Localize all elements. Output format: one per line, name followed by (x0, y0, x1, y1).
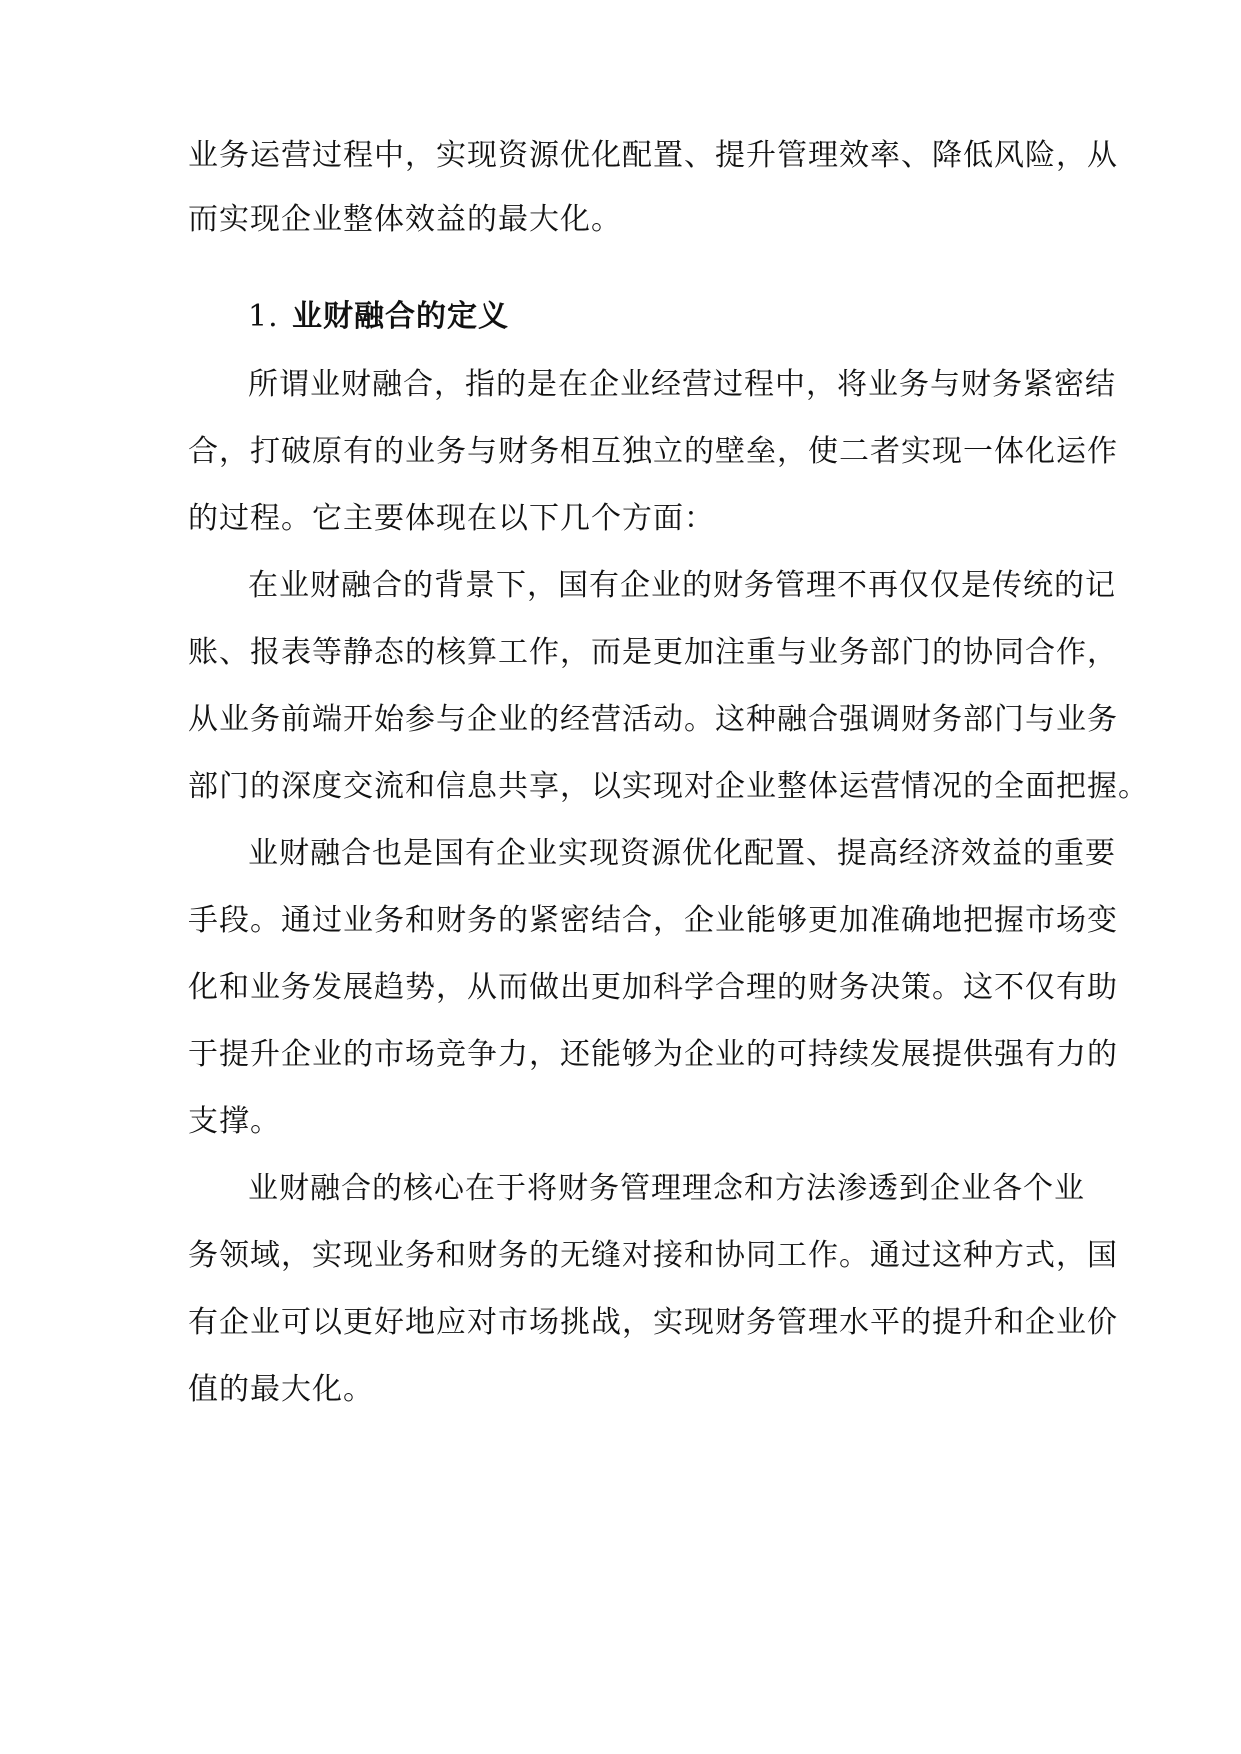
paragraph-3-line-1: 业财融合也是国有企业实现资源优化配置、提高经济效益的重要 (248, 836, 1116, 871)
paragraph-4-line-3: 有企业可以更好地应对市场挑战，实现财务管理水平的提升和企业价 (188, 1305, 1118, 1340)
section-title: 业财融合的定义 (292, 299, 509, 334)
paragraph-1-line-1: 所谓业财融合，指的是在企业经营过程中，将业务与财务紧密结 (248, 367, 1116, 402)
paragraph-2-line-3: 从业务前端开始参与企业的经营活动。这种融合强调财务部门与业务 (188, 702, 1118, 737)
paragraph-3-line-3: 化和业务发展趋势，从而做出更加科学合理的财务决策。这不仅有助 (188, 970, 1118, 1005)
paragraph-3-line-4: 于提升企业的市场竞争力，还能够为企业的可持续发展提供强有力的 (188, 1037, 1118, 1072)
intro-line-2: 而实现企业整体效益的最大化。 (188, 202, 622, 237)
paragraph-4-line-4: 值的最大化。 (188, 1372, 374, 1407)
paragraph-3-line-5: 支撑。 (188, 1104, 281, 1139)
paragraph-3-line-2: 手段。通过业务和财务的紧密结合，企业能够更加准确地把握市场变 (188, 903, 1118, 938)
section-number: 1. (248, 299, 279, 334)
intro-line-1: 业务运营过程中，实现资源优化配置、提升管理效率、降低风险，从 (188, 138, 1118, 173)
paragraph-4-line-1: 业财融合的核心在于将财务管理理念和方法渗透到企业各个业 (248, 1171, 1085, 1206)
paragraph-1-line-2: 合，打破原有的业务与财务相互独立的壁垒，使二者实现一体化运作 (188, 434, 1118, 469)
paragraph-1-line-3: 的过程。它主要体现在以下几个方面： (188, 501, 715, 536)
section-heading (248, 297, 1118, 337)
paragraph-2-line-1: 在业财融合的背景下，国有企业的财务管理不再仅仅是传统的记 (248, 568, 1116, 603)
paragraph-2-line-2: 账、报表等静态的核算工作，而是更加注重与业务部门的协同合作， (188, 635, 1118, 670)
paragraph-2-line-4: 部门的深度交流和信息共享，以实现对企业整体运营情况的全面把握。 (188, 769, 1149, 804)
paragraph-4-line-2: 务领域，实现业务和财务的无缝对接和协同工作。通过这种方式，国 (188, 1238, 1118, 1273)
